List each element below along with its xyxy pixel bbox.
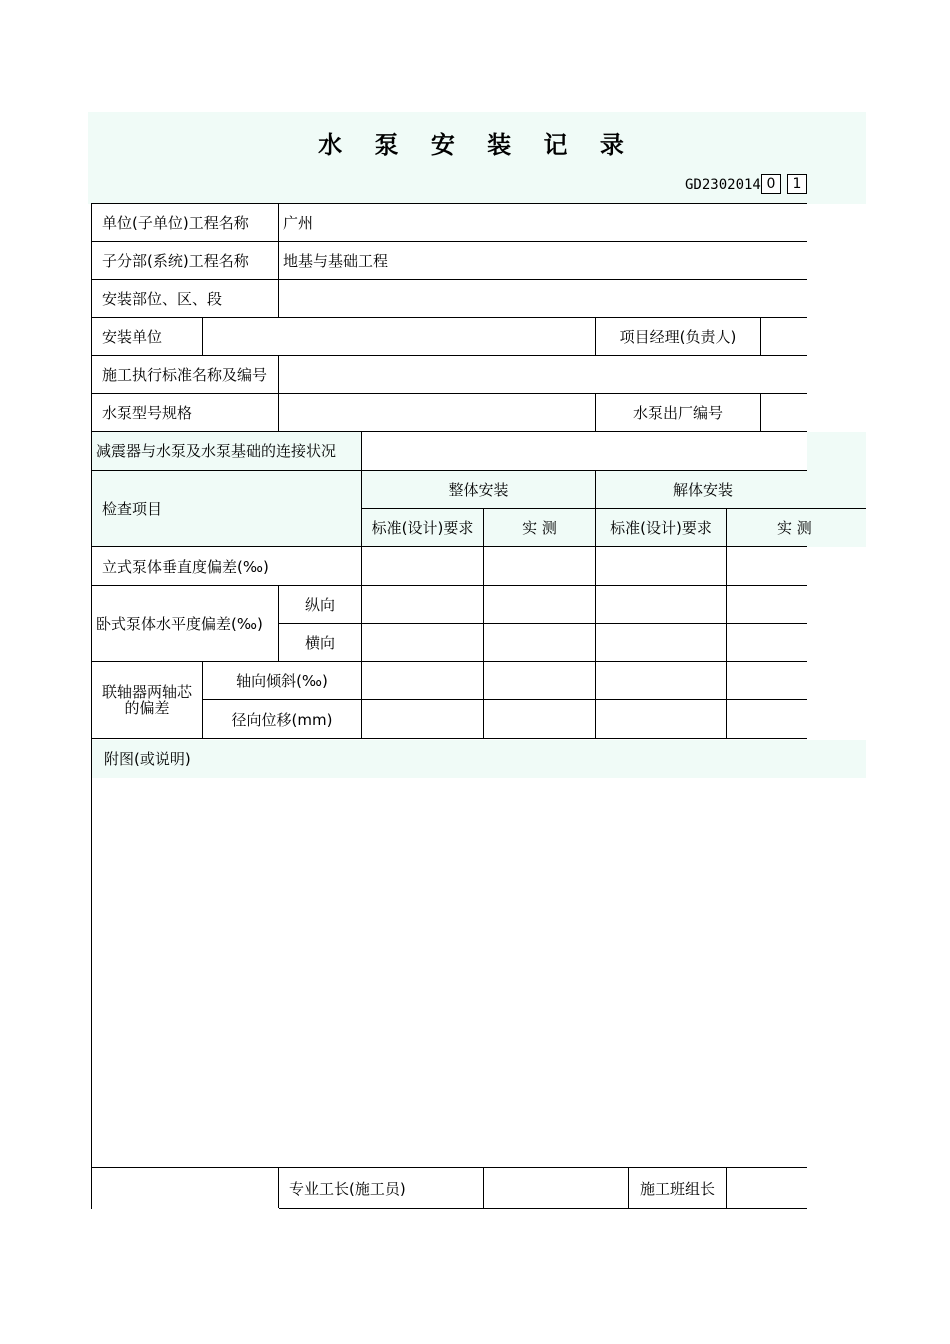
coupling-label: 联轴器两轴芯的偏差	[92, 662, 203, 739]
standard-value[interactable]	[279, 356, 807, 394]
overall-std-req: 标准(设计)要求	[362, 509, 484, 547]
vertical-split-measured[interactable]	[727, 547, 807, 586]
long-split-std[interactable]	[596, 586, 727, 624]
sub-project-label: 子分部(系统)工程名称	[92, 242, 279, 280]
axial-tilt-label: 轴向倾斜(‰)	[203, 662, 362, 700]
overall-install-header: 整体安装	[362, 471, 596, 509]
foreman-value[interactable]	[484, 1168, 629, 1209]
radial-overall-std[interactable]	[362, 700, 484, 739]
vertical-overall-std[interactable]	[362, 547, 484, 586]
radial-split-measured[interactable]	[727, 700, 807, 739]
split-std-req: 标准(设计)要求	[596, 509, 727, 547]
install-unit-value[interactable]	[203, 318, 596, 356]
transverse-label: 横向	[279, 624, 362, 662]
damper-value[interactable]	[362, 432, 807, 471]
axial-overall-measured[interactable]	[484, 662, 596, 700]
install-location-label: 安装部位、区、段	[92, 280, 279, 318]
long-overall-std[interactable]	[362, 586, 484, 624]
axial-split-measured[interactable]	[727, 662, 807, 700]
vertical-overall-measured[interactable]	[484, 547, 596, 586]
pump-model-value[interactable]	[279, 394, 596, 432]
trans-overall-std[interactable]	[362, 624, 484, 662]
longitudinal-label: 纵向	[279, 586, 362, 624]
vertical-split-std[interactable]	[596, 547, 727, 586]
footer-blank	[92, 1168, 279, 1208]
vertical-pump-label: 立式泵体垂直度偏差(‰)	[92, 547, 362, 586]
trans-split-measured[interactable]	[727, 624, 807, 662]
project-manager-label: 项目经理(负责人)	[596, 318, 761, 356]
standard-label: 施工执行标准名称及编号	[92, 356, 279, 394]
install-location-value[interactable]	[279, 280, 807, 318]
long-overall-measured[interactable]	[484, 586, 596, 624]
form-code: GD2302014	[685, 177, 761, 193]
page-title: 水 泵 安 装 记 录	[318, 130, 636, 159]
project-manager-value[interactable]	[761, 318, 807, 356]
split-install-header: 解体安装	[596, 471, 866, 509]
damper-label: 减震器与水泵及水泵基础的连接状况	[92, 432, 362, 471]
attachment-area[interactable]	[92, 778, 807, 1168]
split-measured: 实 测	[727, 509, 807, 547]
overall-measured: 实 测	[484, 509, 596, 547]
team-leader-value[interactable]	[727, 1168, 807, 1209]
horizontal-pump-label: 卧式泵体水平度偏差(‰)	[92, 586, 279, 662]
pump-serial-value[interactable]	[761, 394, 807, 432]
foreman-label: 专业工长(施工员)	[279, 1168, 484, 1209]
radial-disp-label: 径向位移(mm)	[203, 700, 362, 739]
axial-split-std[interactable]	[596, 662, 727, 700]
radial-overall-measured[interactable]	[484, 700, 596, 739]
pump-serial-label: 水泵出厂编号	[596, 394, 761, 432]
attachment-band	[92, 740, 866, 778]
form-digit-1: 0	[761, 174, 781, 194]
inspection-header: 检查项目	[92, 471, 362, 547]
sub-project-value[interactable]: 地基与基础工程	[279, 242, 807, 280]
team-leader-label: 施工班组长	[629, 1168, 727, 1209]
form-digit-2: 1	[787, 174, 807, 194]
trans-overall-measured[interactable]	[484, 624, 596, 662]
long-split-measured[interactable]	[727, 586, 807, 624]
radial-split-std[interactable]	[596, 700, 727, 739]
install-unit-label: 安装单位	[92, 318, 203, 356]
axial-overall-std[interactable]	[362, 662, 484, 700]
unit-project-value[interactable]: 广州	[279, 204, 807, 242]
trans-split-std[interactable]	[596, 624, 727, 662]
pump-model-label: 水泵型号规格	[92, 394, 279, 432]
unit-project-label: 单位(子单位)工程名称	[92, 204, 279, 242]
attachment-label: 附图(或说明)	[104, 750, 191, 768]
